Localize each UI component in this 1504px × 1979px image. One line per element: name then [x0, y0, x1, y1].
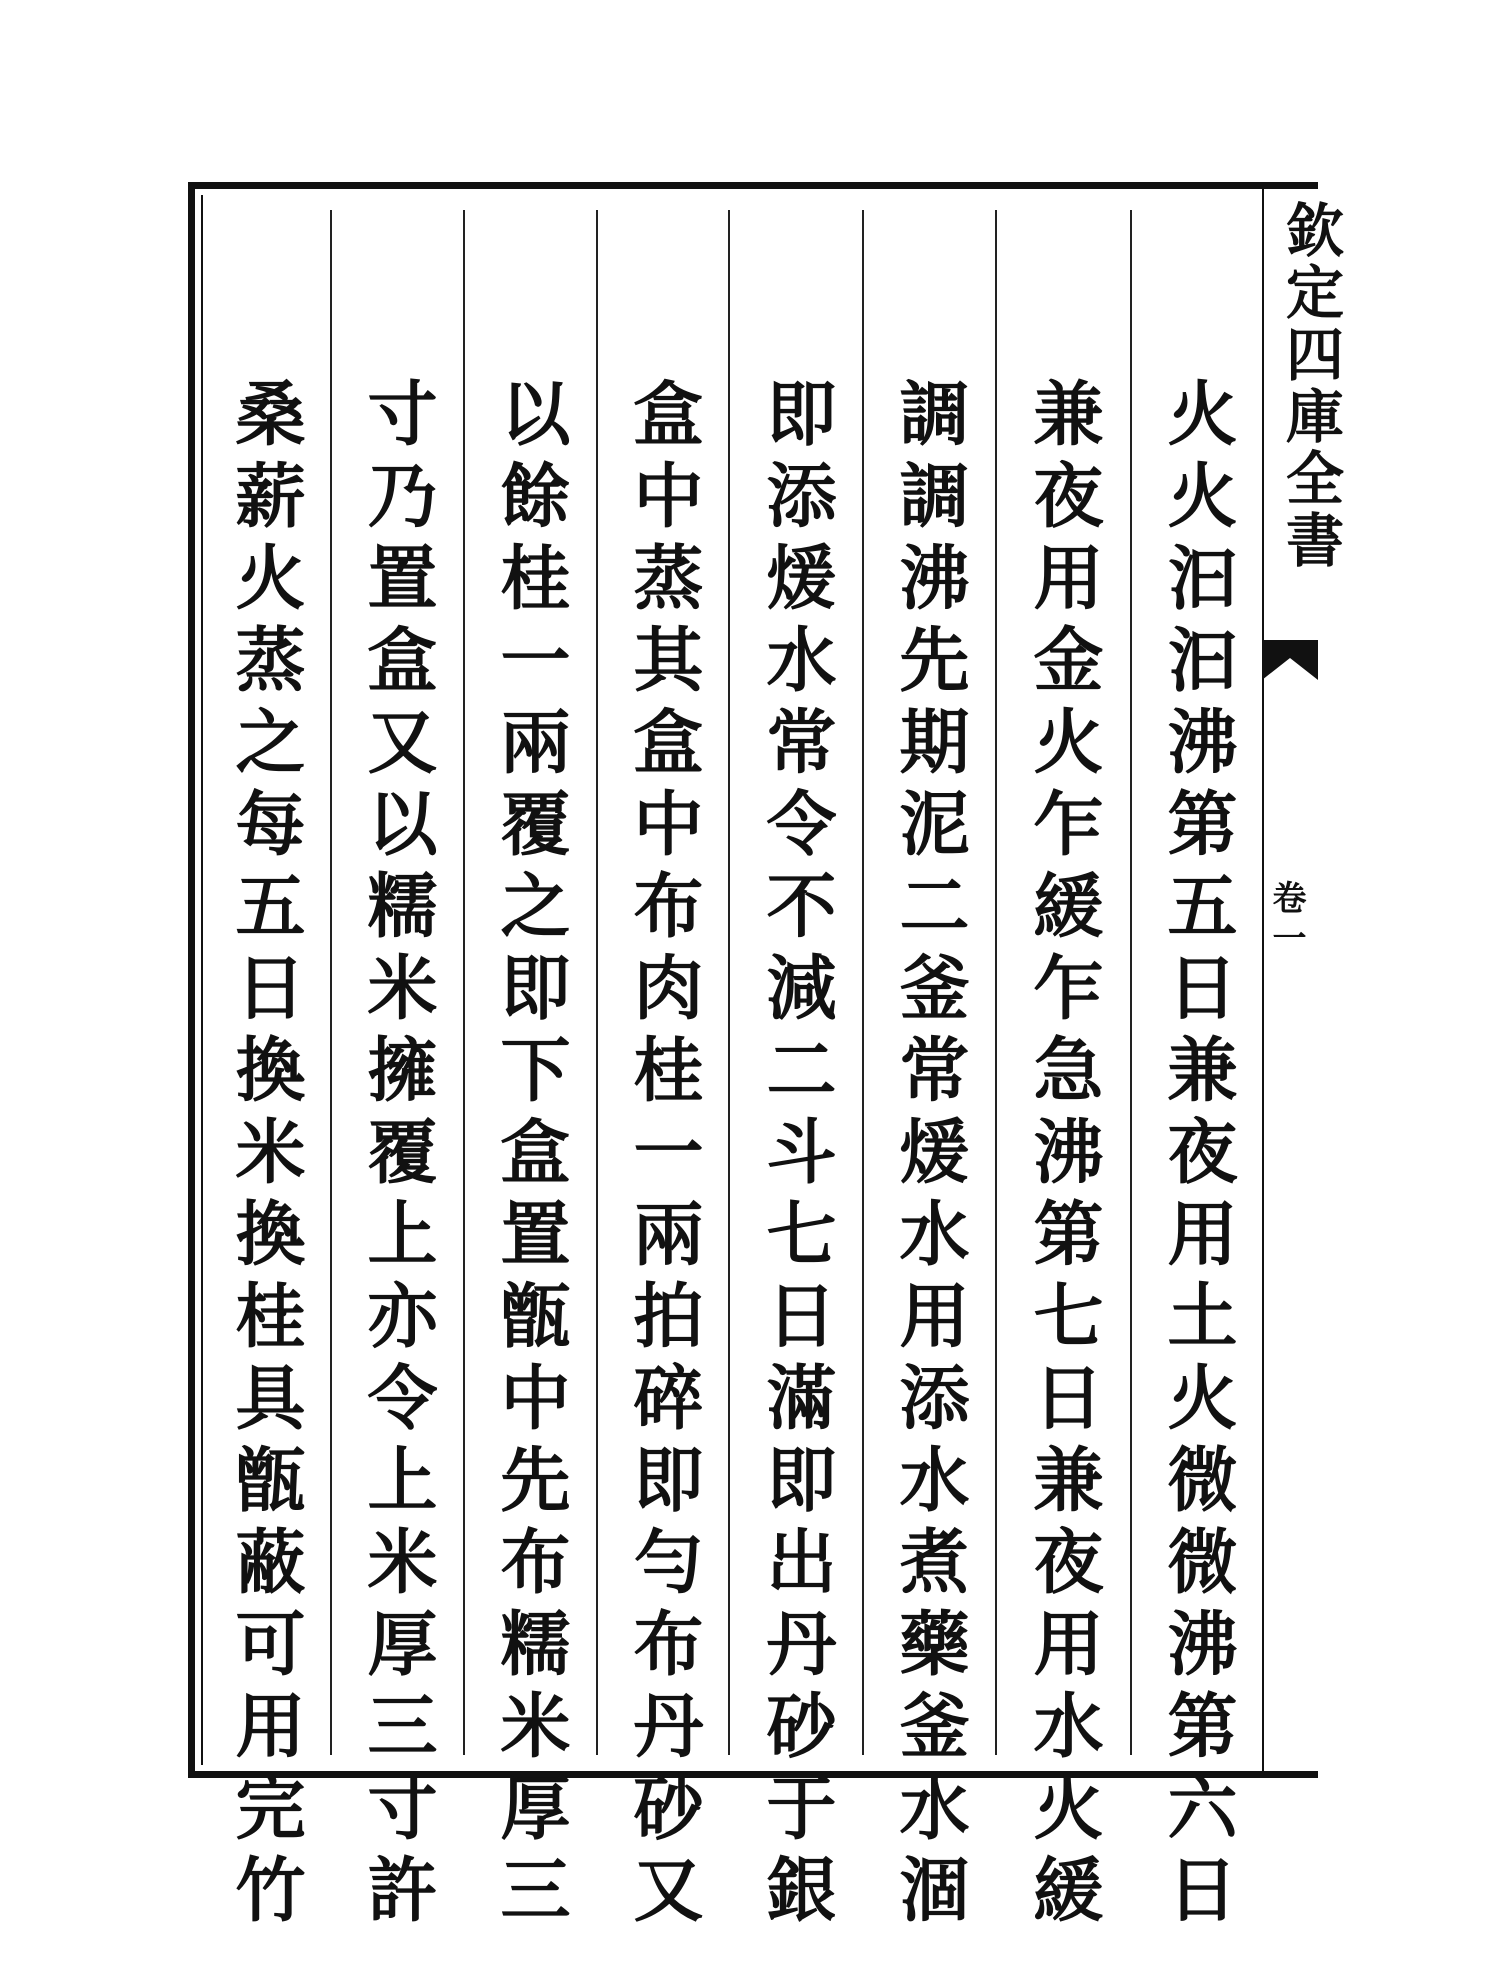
- text-column-2: [998, 182, 1128, 1935]
- column-text: 以餘桂一兩覆之即下盒置甑中先布糯米厚三: [489, 377, 572, 1935]
- text-column-3: [864, 182, 994, 1935]
- text-column-4: [731, 182, 861, 1935]
- text-column-1: [1132, 182, 1262, 1935]
- column-text: 兼夜用金火乍緩乍急沸第七日兼夜用水火緩: [1022, 377, 1105, 1935]
- text-column-8: [200, 182, 330, 1935]
- text-column-7: [332, 182, 462, 1935]
- column-text: 火火汩汩沸第五日兼夜用土火微微沸第六日: [1156, 377, 1239, 1935]
- column-text: 盒中蒸其盒中布肉桂一兩拍碎即勻布丹砂又: [622, 377, 705, 1935]
- margin-divider: [1262, 182, 1264, 1778]
- column-rule: [728, 210, 730, 1755]
- column-text: 寸乃置盒又以糯米擁覆上亦令上米厚三寸許: [356, 377, 439, 1935]
- text-column-6: [465, 182, 595, 1935]
- volume-label: 卷一: [1266, 880, 1306, 960]
- column-text: 即添煖水常令不減二斗七日滿即出丹砂于銀: [755, 377, 838, 1935]
- text-column-5: [598, 182, 728, 1935]
- column-text: 調調沸先期泥二釜常煖水用添水煮藥釜水涸: [888, 377, 971, 1935]
- column-rule: [995, 210, 997, 1755]
- column-text: 桑薪火蒸之每五日換米換桂具甑蔽可用完竹: [224, 377, 307, 1935]
- book-title: 欽定四庫全書: [1276, 200, 1344, 572]
